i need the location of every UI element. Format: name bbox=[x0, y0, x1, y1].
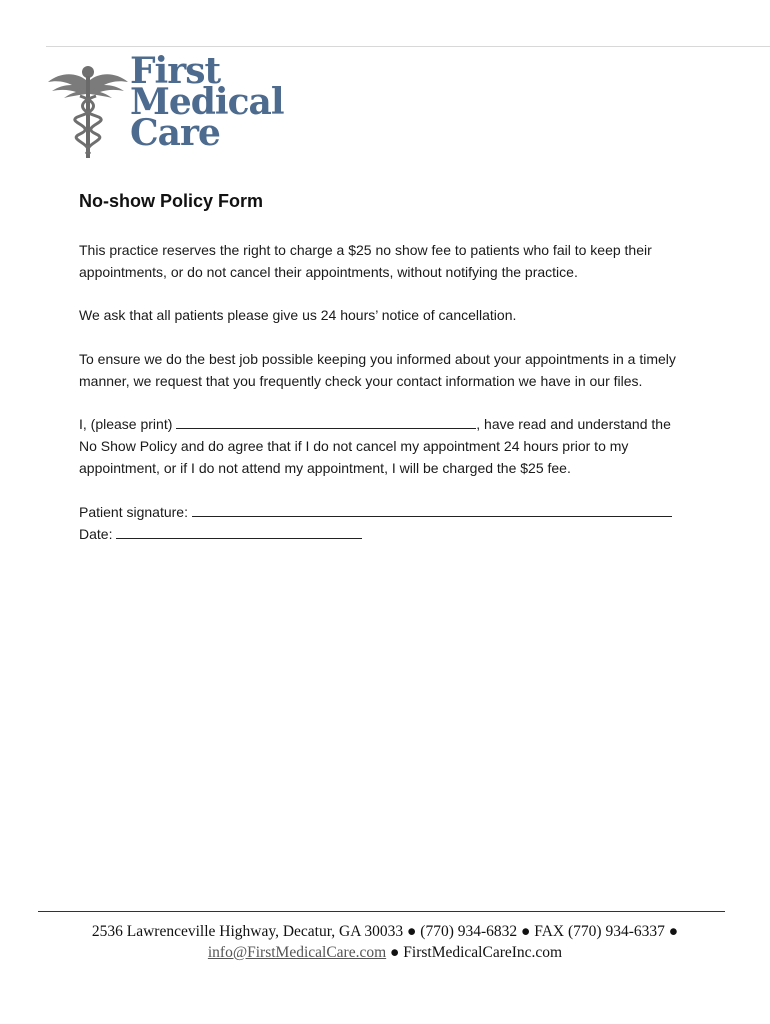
contact-paragraph-line1: To ensure we do the best job possible keeping you informed about your appointments in a timely bbox=[79, 351, 676, 367]
signature-label: Patient signature: bbox=[79, 504, 188, 520]
caduceus-icon bbox=[46, 58, 130, 162]
date-row bbox=[79, 523, 719, 545]
signature-field[interactable] bbox=[192, 501, 672, 517]
agreement-paragraph bbox=[79, 413, 719, 479]
logo-line-care: Care bbox=[130, 112, 220, 154]
agreement-line1 bbox=[79, 413, 719, 435]
website-text: FirstMedicalCareInc.com bbox=[403, 944, 563, 961]
date-label: Date: bbox=[79, 526, 113, 542]
logo-line-first: First bbox=[130, 50, 221, 92]
footer-contact bbox=[0, 942, 770, 963]
fee-paragraph-line2: appointments, or do not cancel their appointments, without notifying the practice. bbox=[79, 264, 578, 280]
header-divider bbox=[46, 46, 770, 47]
agreement-line3: appointment, or if I do not attend my appointment, I will be charged the $25 fee. bbox=[79, 460, 571, 476]
agreement-suffix: , have read and understand the bbox=[476, 416, 671, 432]
footer-divider bbox=[38, 911, 725, 912]
fee-paragraph-line1: This practice reserves the right to charge a $25 no show fee to patients who fail to keep their bbox=[79, 242, 652, 258]
footer-address: 2536 Lawrenceville Highway, Decatur, GA 30033 ● (770) 934-6832 ● FAX (770) 934-6337 ● bbox=[91, 923, 679, 940]
print-name-label: I, (please print) bbox=[79, 416, 173, 432]
agreement-line2: No Show Policy and do agree that if I do not cancel my appointment 24 hours prior to my bbox=[79, 438, 629, 454]
signature-row bbox=[79, 501, 719, 523]
contact-paragraph-line2: manner, we request that you frequently check your contact information we have in our files. bbox=[79, 373, 643, 389]
footer-separator: ● bbox=[386, 944, 404, 961]
contact-paragraph bbox=[79, 348, 719, 392]
form-title: No-show Policy Form bbox=[79, 191, 264, 211]
print-name-field[interactable] bbox=[176, 413, 476, 429]
date-field[interactable] bbox=[116, 523, 362, 539]
logo-line-medical: Medical bbox=[130, 81, 284, 123]
logo bbox=[46, 50, 286, 170]
notice-paragraph: We ask that all patients please give us 24 hours’ notice of cancellation. bbox=[79, 307, 517, 323]
footer bbox=[0, 921, 770, 963]
logo-wordmark bbox=[130, 50, 284, 154]
email-link[interactable]: info@FirstMedicalCare.com bbox=[207, 944, 387, 961]
signature-block bbox=[79, 501, 719, 545]
fee-paragraph bbox=[79, 239, 719, 283]
